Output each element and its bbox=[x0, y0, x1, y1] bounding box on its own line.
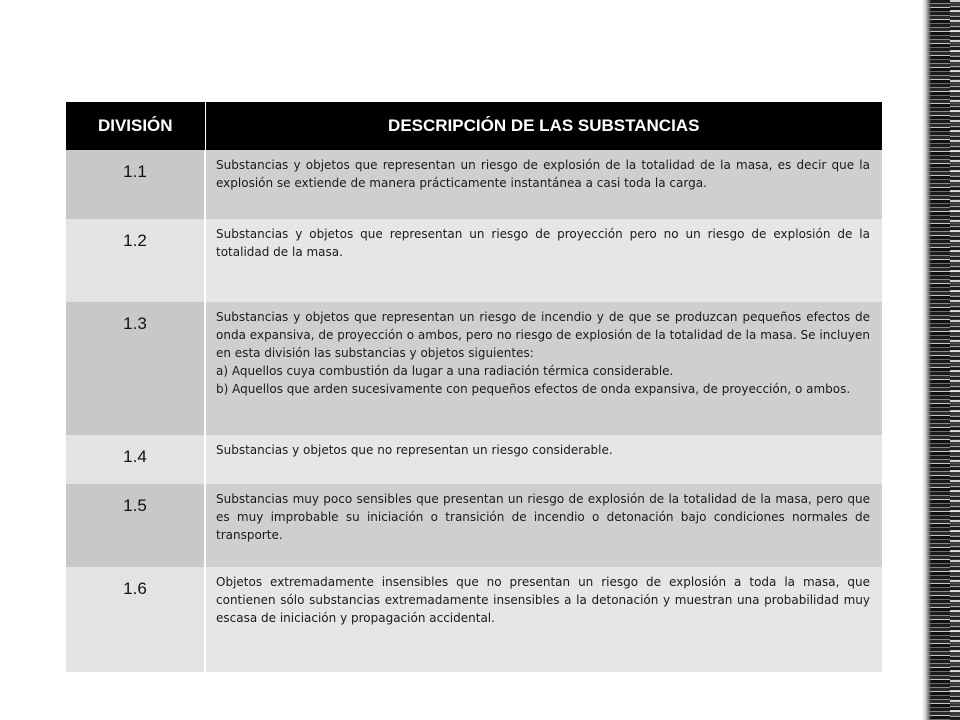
table-row bbox=[66, 484, 882, 567]
description-text: Substancias muy poco sensibles que presentan un riesgo de explosión de la totalidad de la masa, pero que es muy improbable su iniciación o transición de incendio o detonación bajo condiciones normales de transporte. bbox=[216, 492, 870, 542]
table-row bbox=[66, 302, 882, 435]
description-item-a: a) Aquellos cuya combustión da lugar a una radiación térmica considerable. bbox=[216, 364, 674, 378]
explosives-division-table bbox=[66, 102, 882, 672]
description-text: Substancias y objetos que representan un riesgo de proyección pero no un riesgo de explosión de la totalidad de la masa. bbox=[216, 227, 870, 259]
table-row bbox=[66, 435, 882, 484]
division-number: 1.3 bbox=[66, 302, 205, 435]
decorative-film-border bbox=[922, 0, 960, 720]
division-number: 1.1 bbox=[66, 150, 205, 219]
division-description bbox=[205, 219, 882, 302]
division-description bbox=[205, 435, 882, 484]
division-number: 1.6 bbox=[66, 567, 205, 672]
table-row bbox=[66, 219, 882, 302]
division-description bbox=[205, 302, 882, 435]
description-text: Substancias y objetos que representan un riesgo de incendio y de que se produzcan pequeños efectos de onda expansiva, de proyección o ambos, pero no riesgo de explosión de la totalidad de la masa. Se incluyen en esta división las substancias y objetos siguientes: bbox=[216, 310, 870, 360]
header-division: DIVISIÓN bbox=[66, 102, 205, 150]
description-text: Substancias y objetos que representan un riesgo de explosión de la totalidad de la masa, es decir que la explosión se extiende de manera prácticamente instantánea a casi toda la carga. bbox=[216, 158, 870, 190]
division-description bbox=[205, 484, 882, 567]
description-text: Objetos extremadamente insensibles que no presentan un riesgo de explosión a toda la masa, que contienen sólo substancias extremadamente insensibles a la detonación y muestran una probabilidad muy escasa de iniciación y propagación accidental. bbox=[216, 575, 870, 625]
header-description: DESCRIPCIÓN DE LAS SUBSTANCIAS bbox=[205, 102, 882, 150]
table-row bbox=[66, 150, 882, 219]
description-text: Substancias y objetos que no representan un riesgo considerable. bbox=[216, 443, 613, 457]
division-description bbox=[205, 567, 882, 672]
table-row bbox=[66, 567, 882, 672]
division-description bbox=[205, 150, 882, 219]
division-number: 1.4 bbox=[66, 435, 205, 484]
table-header-row bbox=[66, 102, 882, 150]
description-item-b: b) Aquellos que arden sucesivamente con pequeños efectos de onda expansiva, de proyección, o ambos. bbox=[216, 382, 851, 396]
division-number: 1.5 bbox=[66, 484, 205, 567]
division-number: 1.2 bbox=[66, 219, 205, 302]
